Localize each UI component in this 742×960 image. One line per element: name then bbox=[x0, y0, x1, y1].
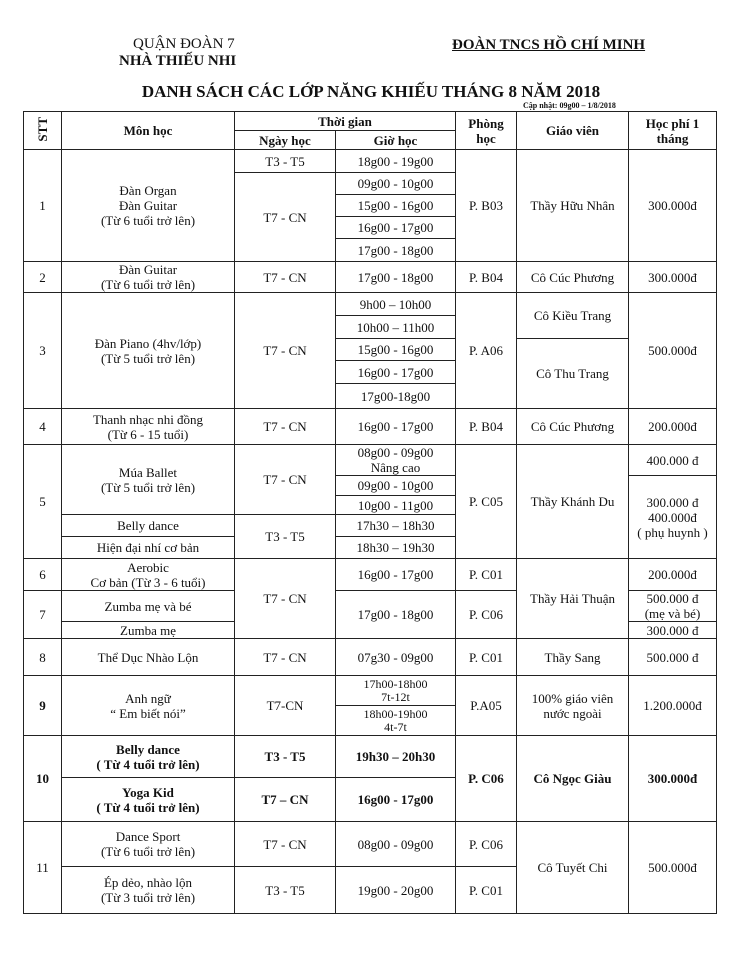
teacher-cell: Cô Cúc Phương bbox=[517, 262, 629, 293]
subject-age: Cơ bản (Từ 3 - 6 tuổi) bbox=[90, 574, 206, 590]
subject-cell: Zumba mẹ và bé bbox=[62, 591, 235, 622]
stt-cell: 6 bbox=[24, 559, 62, 591]
hour-note: 4t-7t bbox=[384, 719, 407, 734]
stt-cell: 8 bbox=[24, 639, 62, 676]
day-cell: T7 – CN bbox=[235, 778, 336, 822]
subject-line: “ Em biết nói” bbox=[110, 705, 186, 721]
hour-cell: 9h00 – 10h00 bbox=[336, 293, 456, 316]
stt-cell: 11 bbox=[24, 822, 62, 914]
hour-cell: 09g00 - 10g00 bbox=[336, 173, 456, 195]
room-cell: P. C06 bbox=[456, 822, 517, 867]
update-note: Cập nhật: 09g00 – 1/8/2018 bbox=[523, 101, 616, 110]
subject-age: (Từ 6 tuổi trở lên) bbox=[100, 213, 196, 228]
day-cell: T7 - CN bbox=[235, 409, 336, 445]
day-cell: T7 - CN bbox=[235, 639, 336, 676]
hour-text: 17h00-18h00 bbox=[363, 676, 428, 691]
page-title: DANH SÁCH CÁC LỚP NĂNG KHIẾU THÁNG 8 NĂM 2018 bbox=[141, 82, 601, 101]
header-day: Ngày học bbox=[235, 131, 336, 150]
fee-line: 400.000đ bbox=[648, 509, 697, 525]
room-cell: P.A05 bbox=[456, 676, 517, 736]
hour-cell: 09g00 - 10g00 bbox=[336, 476, 456, 496]
subject-line: Múa Ballet bbox=[118, 464, 178, 480]
stt-cell: 5 bbox=[24, 445, 62, 559]
hour-cell: 19g00 - 20g00 bbox=[336, 867, 456, 914]
subject-cell: Zumba mẹ bbox=[62, 622, 235, 639]
hour-text: 18h00-19h00 bbox=[363, 706, 428, 721]
hour-cell: 17g00 - 18g00 bbox=[336, 262, 456, 293]
hour-cell bbox=[336, 676, 456, 706]
hour-text: 08g00 - 09g00 bbox=[357, 445, 434, 460]
teacher-line: 100% giáo viên bbox=[531, 690, 614, 706]
room-cell: P. C01 bbox=[456, 559, 517, 591]
teacher-cell: Cô Cúc Phương bbox=[517, 409, 629, 445]
fee-cell: 400.000 đ bbox=[629, 445, 717, 476]
stt-cell: 2 bbox=[24, 262, 62, 293]
subject-cell bbox=[62, 867, 235, 914]
header-time: Thời gian bbox=[235, 112, 456, 131]
subject-line: Thanh nhạc nhi đồng bbox=[92, 411, 204, 427]
day-cell: T7 - CN bbox=[235, 822, 336, 867]
org-name: QUẬN ĐOÀN 7 bbox=[133, 36, 235, 52]
subject-line: Đàn Organ bbox=[119, 183, 177, 198]
header-subject: Môn học bbox=[62, 112, 235, 150]
subject-cell bbox=[62, 150, 235, 262]
subject-cell bbox=[62, 676, 235, 736]
subject-line: Belly dance bbox=[116, 741, 180, 757]
subject-line: Yoga Kid bbox=[122, 784, 174, 800]
subject-line: Ép dẻo, nhào lộn bbox=[103, 875, 193, 890]
hour-cell: 16g00 - 17g00 bbox=[336, 778, 456, 822]
day-cell: T7 - CN bbox=[235, 293, 336, 409]
subject-age: (Từ 5 tuổi trở lên) bbox=[100, 479, 196, 495]
header-teacher: Giáo viên bbox=[517, 112, 629, 150]
teacher-cell: Thầy Hải Thuận bbox=[517, 559, 629, 639]
stt-cell: 1 bbox=[24, 150, 62, 262]
table-row bbox=[24, 150, 717, 173]
hour-cell: 08g00 - 09g00 bbox=[336, 822, 456, 867]
hour-cell: 19h30 – 20h30 bbox=[336, 736, 456, 778]
stt-cell: 7 bbox=[24, 591, 62, 639]
fee-line: 300.000 đ bbox=[646, 494, 699, 510]
fee-cell bbox=[629, 591, 717, 622]
fee-cell: 200.000đ bbox=[629, 559, 717, 591]
hour-cell bbox=[336, 706, 456, 736]
teacher-cell: Thầy Khánh Du bbox=[517, 445, 629, 559]
fee-note: (mẹ và bé) bbox=[644, 606, 701, 621]
hour-cell: 07g30 - 09g00 bbox=[336, 639, 456, 676]
stt-cell: 3 bbox=[24, 293, 62, 409]
subject-age: (Từ 3 tuổi trở lên) bbox=[100, 890, 196, 905]
header-hour: Giờ học bbox=[336, 131, 456, 150]
teacher-cell: Thầy Sang bbox=[517, 639, 629, 676]
fee-cell bbox=[629, 476, 717, 559]
room-cell: P. B04 bbox=[456, 262, 517, 293]
hour-cell: 17g00 - 18g00 bbox=[336, 239, 456, 262]
fee-cell: 500.000đ bbox=[629, 822, 717, 914]
day-cell: T7 - CN bbox=[235, 559, 336, 639]
subject-line: Đàn Piano (4hv/lớp) bbox=[94, 335, 202, 351]
subject-cell bbox=[62, 822, 235, 867]
teacher-cell: Cô Thu Trang bbox=[517, 339, 629, 409]
hour-cell: 17h30 – 18h30 bbox=[336, 515, 456, 537]
subject-line: Anh ngữ bbox=[125, 690, 171, 706]
room-cell: P. C01 bbox=[456, 639, 517, 676]
subject-cell bbox=[62, 445, 235, 515]
table-row bbox=[24, 445, 717, 476]
stt-cell: 10 bbox=[24, 736, 62, 822]
subject-cell: Thể Dục Nhào Lộn bbox=[62, 639, 235, 676]
subject-cell bbox=[62, 262, 235, 293]
room-cell: P. C05 bbox=[456, 445, 517, 559]
day-cell: T3 - T5 bbox=[235, 515, 336, 559]
subject-cell: Belly dance bbox=[62, 515, 235, 537]
day-cell: T7 - CN bbox=[235, 173, 336, 262]
day-cell: T7 - CN bbox=[235, 262, 336, 293]
teacher-cell: Cô Ngọc Giàu bbox=[517, 736, 629, 822]
room-cell: P. A06 bbox=[456, 293, 517, 409]
hour-cell: 15g00 - 16g00 bbox=[336, 339, 456, 361]
teacher-cell: Thầy Hữu Nhân bbox=[517, 150, 629, 262]
stt-cell: 4 bbox=[24, 409, 62, 445]
hour-cell: 15g00 - 16g00 bbox=[336, 195, 456, 217]
hour-cell: 17g00-18g00 bbox=[336, 384, 456, 409]
fee-cell: 500.000 đ bbox=[629, 639, 717, 676]
table-row bbox=[24, 262, 717, 293]
fee-line: 500.000 đ bbox=[646, 591, 699, 606]
hour-cell: 16g00 - 17g00 bbox=[336, 361, 456, 384]
day-cell: T7 - CN bbox=[235, 445, 336, 515]
subject-age: (Từ 6 tuổi trở lên) bbox=[100, 844, 196, 859]
hour-cell: 16g00 - 17g00 bbox=[336, 217, 456, 239]
class-schedule-table bbox=[23, 111, 717, 914]
subject-cell bbox=[62, 736, 235, 778]
hour-cell: 17g00 - 18g00 bbox=[336, 591, 456, 639]
room-cell: P. C06 bbox=[456, 591, 517, 639]
room-cell: P. B04 bbox=[456, 409, 517, 445]
subject-cell: Hiện đại nhí cơ bản bbox=[62, 537, 235, 559]
subject-line: Đàn Guitar bbox=[118, 262, 178, 277]
teacher-cell bbox=[517, 676, 629, 736]
day-cell: T3 - T5 bbox=[235, 867, 336, 914]
hour-note: 7t-12t bbox=[381, 689, 410, 704]
hour-cell: 10h00 – 11h00 bbox=[336, 316, 456, 339]
hour-cell: 16g00 - 17g00 bbox=[336, 559, 456, 591]
header-stt: STT bbox=[24, 112, 62, 150]
teacher-cell: Cô Tuyết Chi bbox=[517, 822, 629, 914]
subject-age: (Từ 5 tuổi trở lên) bbox=[100, 350, 196, 366]
header-fee: Học phí 1 tháng bbox=[629, 112, 717, 150]
fee-cell: 300.000đ bbox=[629, 150, 717, 262]
fee-cell: 200.000đ bbox=[629, 409, 717, 445]
fee-cell: 300.000 đ bbox=[629, 622, 717, 639]
day-cell: T3 - T5 bbox=[235, 150, 336, 173]
fee-cell: 1.200.000đ bbox=[629, 676, 717, 736]
teacher-line: nước ngoài bbox=[543, 705, 602, 721]
table-row bbox=[24, 639, 717, 676]
room-cell: P. B03 bbox=[456, 150, 517, 262]
subject-age: (Từ 6 - 15 tuổi) bbox=[107, 426, 189, 442]
room-cell: P. C06 bbox=[456, 736, 517, 822]
teacher-cell: Cô Kiều Trang bbox=[517, 293, 629, 339]
day-cell: T7-CN bbox=[235, 676, 336, 736]
org-subname: NHÀ THIẾU NHI bbox=[119, 53, 237, 69]
subject-line: Aerobic bbox=[127, 559, 169, 575]
subject-cell bbox=[62, 778, 235, 822]
hour-cell: 16g00 - 17g00 bbox=[336, 409, 456, 445]
subject-cell bbox=[62, 409, 235, 445]
hour-note: Nâng cao bbox=[370, 460, 421, 475]
subject-age: ( Từ 4 tuổi trở lên) bbox=[96, 799, 200, 815]
table-row bbox=[24, 409, 717, 445]
fee-cell: 500.000đ bbox=[629, 293, 717, 409]
table-row bbox=[24, 822, 717, 867]
table-row bbox=[24, 559, 717, 591]
hour-cell: 18h30 – 19h30 bbox=[336, 537, 456, 559]
fee-cell: 300.000đ bbox=[629, 736, 717, 822]
subject-age: ( Từ 4 tuổi trở lên) bbox=[96, 756, 200, 772]
day-cell: T3 - T5 bbox=[235, 736, 336, 778]
table-row bbox=[24, 676, 717, 706]
header-room: Phòng học bbox=[456, 112, 517, 150]
table-row bbox=[24, 736, 717, 778]
subject-line: Đàn Guitar bbox=[118, 198, 178, 213]
subject-age: (Từ 6 tuổi trở lên) bbox=[100, 277, 196, 292]
stt-cell: 9 bbox=[24, 676, 62, 736]
subject-line: Dance Sport bbox=[115, 829, 181, 844]
fee-note: ( phụ huynh ) bbox=[637, 524, 708, 540]
room-cell: P. C01 bbox=[456, 867, 517, 914]
hour-cell: 18g00 - 19g00 bbox=[336, 150, 456, 173]
table-row bbox=[24, 293, 717, 316]
hour-cell: 10g00 - 11g00 bbox=[336, 496, 456, 515]
subject-cell bbox=[62, 559, 235, 591]
subject-cell bbox=[62, 293, 235, 409]
org-union: ĐOÀN TNCS HỒ CHÍ MINH bbox=[452, 37, 646, 53]
fee-cell: 300.000đ bbox=[629, 262, 717, 293]
hour-cell bbox=[336, 445, 456, 476]
